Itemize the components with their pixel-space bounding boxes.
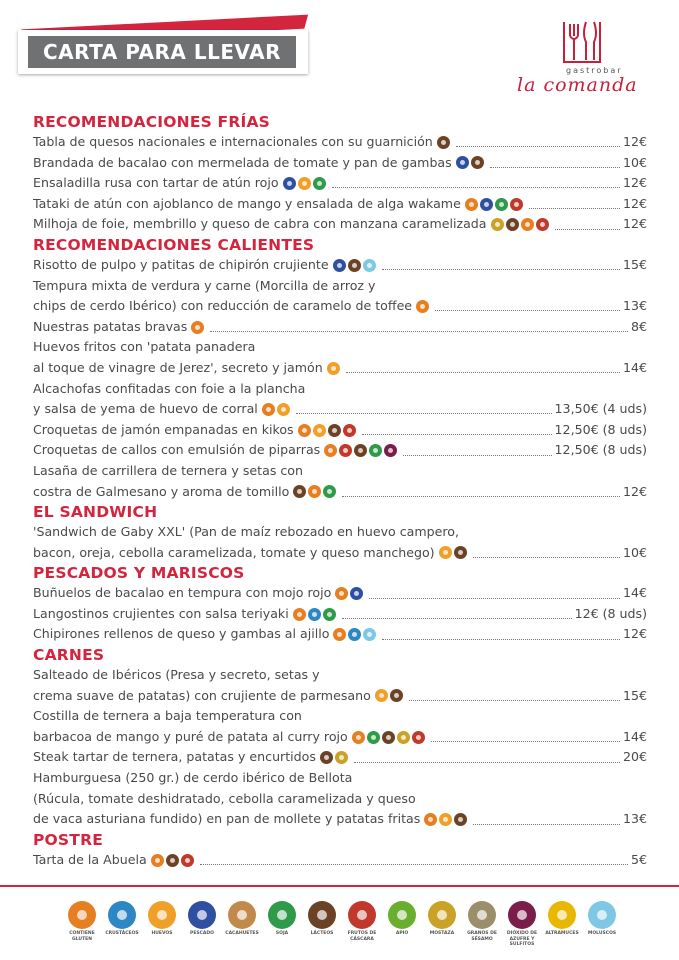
- egg-icon: [439, 813, 452, 826]
- dish-price: 5€: [630, 851, 647, 867]
- allergen-icons: [320, 751, 348, 764]
- milk-icon: [471, 156, 484, 169]
- crab-icon: [308, 608, 321, 621]
- dish-price: 12,50€ (8 uds): [554, 442, 647, 458]
- dish-name: Brandada de bacalao con mermelada de tomate y pan de gambas: [33, 154, 452, 170]
- dish-line: [33, 173, 647, 194]
- dish-line: [33, 809, 647, 830]
- menu-item: [33, 850, 647, 871]
- dish-price: 12€: [622, 134, 647, 149]
- peanut-icon: [228, 901, 256, 929]
- dish-description-line: 'Sandwich de Gaby XXL' (Pan de maíz rebozado en huevo campero,: [33, 524, 459, 540]
- allergen-icons: [327, 362, 340, 375]
- menu-item: [33, 194, 647, 215]
- section-title: POSTRE: [33, 830, 103, 849]
- legend-label: DIÓXIDO DE AZUFRE Y SULFITOS: [506, 931, 538, 947]
- dish-price: 12€: [622, 216, 647, 232]
- legend-item: [582, 901, 622, 937]
- nut-icon: [181, 854, 194, 867]
- section-title: CARNES: [33, 646, 105, 665]
- fish-icon: [350, 587, 363, 600]
- leader-dots: [473, 823, 620, 825]
- mustard-icon: [428, 901, 456, 929]
- legend-label: MOSTAZA: [429, 931, 455, 936]
- wheat-icon: [191, 321, 204, 334]
- leader-dots: [382, 638, 620, 640]
- nut-icon: [536, 218, 549, 231]
- leader-dots: [332, 186, 620, 188]
- menu-item: [33, 583, 647, 604]
- dish-price: 13€: [622, 298, 647, 314]
- brand-logo: [512, 16, 652, 100]
- dish-price: 14€: [622, 359, 647, 375]
- dish-price: 14€: [622, 585, 647, 601]
- legend-label: SOJA: [275, 931, 289, 936]
- leader-dots: [210, 330, 628, 332]
- nut-icon: [339, 444, 352, 457]
- shell-icon: [363, 259, 376, 272]
- legend-label: MOLUSCOS: [587, 931, 617, 936]
- page-title: CARTA PARA LLEVAR: [43, 40, 281, 64]
- dish-price: 13€: [622, 811, 647, 827]
- legend-label: FRUTOS DE CÁSCARA: [347, 931, 377, 942]
- dish-price: 12€: [622, 195, 647, 211]
- milk-icon: [506, 218, 519, 231]
- milk-icon: [354, 444, 367, 457]
- dish-name: Chipirones rellenos de queso y gambas al ajillo: [33, 626, 330, 642]
- legend-item: [542, 901, 582, 937]
- dish-line: [33, 727, 647, 748]
- dish-description-line: Lasaña de carrillera de ternera y setas con: [33, 462, 303, 478]
- dish-name: Steak tartar de ternera, patatas y encurtidos: [33, 749, 316, 765]
- milk-icon: [320, 751, 333, 764]
- fish-icon: [333, 259, 346, 272]
- menu-item: [33, 337, 647, 378]
- dish-line: [33, 624, 647, 645]
- menu-item: [33, 276, 647, 317]
- allergen-icons: [293, 485, 336, 498]
- mustard-icon: [397, 731, 410, 744]
- legend-item: [422, 901, 462, 937]
- leader-dots: [456, 145, 620, 147]
- dish-line: [33, 194, 647, 215]
- menu-item: [33, 522, 647, 563]
- menu-item: [33, 747, 647, 768]
- wheat-icon: [68, 901, 96, 929]
- menu-item: [33, 706, 647, 747]
- dish-line: [33, 850, 647, 871]
- dish-line: [33, 686, 647, 707]
- menu-item: [33, 768, 647, 830]
- dish-price: 15€: [622, 687, 647, 703]
- sulphite-icon: [384, 444, 397, 457]
- allergen-icons: [333, 628, 376, 641]
- dish-price: 12€ (8 uds): [574, 605, 647, 621]
- allergen-icons: [191, 321, 204, 334]
- milk-icon: [390, 689, 403, 702]
- menu-item: [33, 604, 647, 625]
- dish-name: Croquetas de callos con emulsión de piparras: [33, 442, 321, 458]
- dish-line: [33, 482, 647, 503]
- dish-description-line: Hamburguesa (250 gr.) de cerdo ibérico de Bellota: [33, 770, 353, 786]
- section-title: PESCADOS Y MARISCOS: [33, 564, 245, 583]
- legend-label: PESCADO: [190, 931, 214, 936]
- allergen-icons: [437, 136, 450, 149]
- dish-description-line: Huevos fritos con 'patata panadera: [33, 339, 256, 355]
- wheat-icon: [424, 813, 437, 826]
- menu-item: [33, 214, 647, 235]
- soy-icon: [313, 177, 326, 190]
- leader-dots: [529, 207, 620, 209]
- allergen-icons: [352, 731, 425, 744]
- dish-line: [33, 296, 647, 317]
- legend-label: APIO: [395, 931, 409, 936]
- dish-line: [33, 604, 647, 625]
- dish-name: Milhoja de foie, membrillo y queso de cabra con manzana caramelizada: [33, 216, 487, 232]
- legend-item: [462, 901, 502, 942]
- dish-line: [33, 255, 647, 276]
- dish-name: de vaca asturiana fundido) en pan de mollete y patatas fritas: [33, 811, 421, 827]
- allergen-icons: [298, 424, 356, 437]
- soy-icon: [323, 485, 336, 498]
- leader-dots: [354, 761, 620, 763]
- leader-dots: [490, 166, 620, 168]
- dish-price: 12,50€ (8 uds): [554, 421, 647, 437]
- allergen-icons: [465, 198, 523, 211]
- milk-icon: [454, 813, 467, 826]
- leader-dots: [409, 699, 620, 701]
- dish-description-line: Alcachofas confitadas con foie a la plancha: [33, 380, 306, 396]
- menu-item: [33, 153, 647, 174]
- legend-label: ALTRAMUCES: [545, 931, 579, 936]
- legend-item: [182, 901, 222, 937]
- dish-description-line: Costilla de ternera a baja temperatura con: [33, 708, 302, 724]
- legend-item: [302, 901, 342, 937]
- dish-price: 10€: [622, 544, 647, 560]
- cutlery-icon: [512, 16, 652, 66]
- legend-item: [62, 901, 102, 942]
- allergen-legend: [62, 901, 622, 953]
- legend-item: [502, 901, 542, 948]
- fish-icon: [188, 901, 216, 929]
- menu-item: [33, 379, 647, 420]
- dish-line: [33, 420, 647, 441]
- egg-icon: [439, 546, 452, 559]
- dish-description-line: Tempura mixta de verdura y carne (Morcilla de arroz y: [33, 277, 376, 293]
- milk-icon: [293, 485, 306, 498]
- menu-item: [33, 255, 647, 276]
- legend-divider: [0, 885, 679, 887]
- menu-list: [33, 112, 647, 870]
- nut-icon: [343, 424, 356, 437]
- nut-icon: [510, 198, 523, 211]
- dish-description-line: Salteado de Ibéricos (Presa y secreto, setas y: [33, 667, 320, 683]
- legend-label: CONTIENE GLUTEN: [69, 931, 95, 942]
- wheat-icon: [333, 628, 346, 641]
- allergen-icons: [456, 156, 484, 169]
- leader-dots: [403, 454, 551, 456]
- allergen-icons: [324, 444, 397, 457]
- leader-dots: [555, 228, 620, 230]
- wheat-icon: [352, 731, 365, 744]
- nut-icon: [348, 901, 376, 929]
- shell-icon: [588, 901, 616, 929]
- allergen-icons: [293, 608, 336, 621]
- dish-name: Tarta de la Abuela: [33, 851, 147, 867]
- legend-label: LÁCTEOS: [310, 931, 334, 936]
- legend-item: [102, 901, 142, 937]
- egg-icon: [277, 403, 290, 416]
- egg-icon: [313, 424, 326, 437]
- milk-icon: [382, 731, 395, 744]
- dish-line: [33, 153, 647, 174]
- sesame-icon: [468, 901, 496, 929]
- dish-price: 12€: [622, 175, 647, 191]
- soy-icon: [268, 901, 296, 929]
- logo-subtitle: gastrobar: [566, 66, 623, 75]
- dish-line: [33, 543, 647, 564]
- leader-dots: [431, 740, 620, 742]
- wheat-icon: [465, 198, 478, 211]
- dish-line: [33, 399, 647, 420]
- dish-name: chips de cerdo Ibérico) con reducción de caramelo de toffee: [33, 298, 413, 314]
- dish-price: 20€: [622, 749, 647, 765]
- dish-price: 8€: [630, 318, 647, 334]
- milk-icon: [454, 546, 467, 559]
- milk-icon: [308, 901, 336, 929]
- dish-name: bacon, oreja, cebolla caramelizada, tomate y queso manchego): [33, 544, 435, 560]
- egg-icon: [298, 177, 311, 190]
- dish-price: 15€: [622, 256, 647, 272]
- fish-icon: [283, 177, 296, 190]
- fish-icon: [456, 156, 469, 169]
- egg-icon: [148, 901, 176, 929]
- legend-item: [382, 901, 422, 937]
- menu-item: [33, 461, 647, 502]
- dish-price: 10€: [622, 154, 647, 170]
- crab-icon: [108, 901, 136, 929]
- nut-icon: [412, 731, 425, 744]
- section-title: RECOMENDACIONES FRÍAS: [33, 113, 271, 131]
- dish-name: al toque de vinagre de Jerez', secreto y jamón: [33, 359, 323, 375]
- menu-item: [33, 132, 647, 153]
- allergen-icons: [151, 854, 194, 867]
- section-title: RECOMENDACIONES CALIENTES: [33, 235, 315, 254]
- lupin-icon: [548, 901, 576, 929]
- dish-price: 13,50€ (4 uds): [554, 401, 647, 417]
- menu-item: [33, 624, 647, 645]
- dish-name: Risotto de pulpo y patitas de chipirón crujiente: [33, 256, 329, 272]
- dish-line: [33, 440, 647, 461]
- milk-icon: [437, 136, 450, 149]
- leader-dots: [362, 433, 552, 435]
- dish-name: crema suave de patatas) con crujiente de parmesano: [33, 687, 371, 703]
- leader-dots: [342, 495, 620, 497]
- title-banner: [18, 28, 308, 78]
- shell-icon: [363, 628, 376, 641]
- dish-name: Tabla de quesos nacionales e internacionales con su guarnición: [33, 134, 433, 149]
- mustard-icon: [491, 218, 504, 231]
- dish-name: y salsa de yema de huevo de corral: [33, 401, 258, 417]
- allergen-icons: [262, 403, 290, 416]
- menu-item: [33, 317, 647, 338]
- milk-icon: [166, 854, 179, 867]
- dish-line: [33, 747, 647, 768]
- dish-name: barbacoa de mango y puré de patata al curry rojo: [33, 728, 348, 744]
- wheat-icon: [151, 854, 164, 867]
- wheat-icon: [335, 587, 348, 600]
- allergen-icons: [375, 689, 403, 702]
- wheat-icon: [298, 424, 311, 437]
- menu-item: [33, 173, 647, 194]
- dish-price: 14€: [622, 728, 647, 744]
- logo-name: la comanda: [517, 74, 638, 96]
- allergen-icons: [439, 546, 467, 559]
- sulphite-icon: [508, 901, 536, 929]
- soy-icon: [323, 608, 336, 621]
- dish-name: Croquetas de jamón empanadas en kikos: [33, 421, 294, 437]
- allergen-icons: [333, 259, 376, 272]
- leader-dots: [473, 556, 620, 558]
- leader-dots: [346, 371, 620, 373]
- allergen-icons: [491, 218, 549, 231]
- crab-icon: [348, 628, 361, 641]
- dish-price: 12€: [622, 626, 647, 642]
- leader-dots: [382, 268, 620, 270]
- allergen-icons: [335, 587, 363, 600]
- wheat-icon: [521, 218, 534, 231]
- legend-label: GRANOS DE SÉSAMO: [467, 931, 497, 942]
- dish-line: [33, 317, 647, 338]
- allergen-icons: [416, 300, 429, 313]
- soy-icon: [369, 444, 382, 457]
- section-title: EL SANDWICH: [33, 503, 158, 522]
- milk-icon: [328, 424, 341, 437]
- menu-item: [33, 665, 647, 706]
- legend-item: [342, 901, 382, 942]
- dish-price: 12€: [622, 483, 647, 499]
- wheat-icon: [324, 444, 337, 457]
- legend-label: CRUSTÁCEOS: [105, 931, 139, 936]
- mustard-icon: [335, 751, 348, 764]
- dish-name: Buñuelos de bacalao en tempura con mojo rojo: [33, 585, 332, 601]
- menu-item: [33, 440, 647, 461]
- legend-label: CACAHUETES: [225, 931, 259, 936]
- leader-dots: [369, 597, 620, 599]
- dish-name: Ensaladilla rusa con tartar de atún rojo: [33, 175, 279, 191]
- egg-icon: [375, 689, 388, 702]
- dish-name: costra de Galmesano y aroma de tomillo: [33, 483, 290, 499]
- dish-line: [33, 358, 647, 379]
- leader-dots: [200, 863, 628, 865]
- dish-name: Tataki de atún con ajoblanco de mango y ensalada de alga wakame: [33, 195, 461, 211]
- egg-icon: [327, 362, 340, 375]
- dish-description-line: (Rúcula, tomate deshidratado, cebolla caramelizada y queso: [33, 790, 416, 806]
- wheat-icon: [308, 485, 321, 498]
- dish-line: [33, 214, 647, 235]
- dish-line: [33, 132, 647, 153]
- dish-name: Langostinos crujientes con salsa teriyaki: [33, 605, 289, 621]
- celery-icon: [388, 901, 416, 929]
- legend-item: [262, 901, 302, 937]
- wheat-icon: [262, 403, 275, 416]
- legend-label: HUEVOS: [151, 931, 173, 936]
- wheat-icon: [293, 608, 306, 621]
- dish-name: Nuestras patatas bravas: [33, 318, 188, 334]
- allergen-icons: [283, 177, 326, 190]
- dish-line: [33, 583, 647, 604]
- allergen-icons: [424, 813, 467, 826]
- leader-dots: [296, 412, 552, 414]
- wheat-icon: [416, 300, 429, 313]
- legend-item: [142, 901, 182, 937]
- legend-item: [222, 901, 262, 937]
- menu-item: [33, 420, 647, 441]
- fish-icon: [480, 198, 493, 211]
- soy-icon: [495, 198, 508, 211]
- milk-icon: [348, 259, 361, 272]
- leader-dots: [435, 309, 620, 311]
- soy-icon: [367, 731, 380, 744]
- leader-dots: [342, 617, 572, 619]
